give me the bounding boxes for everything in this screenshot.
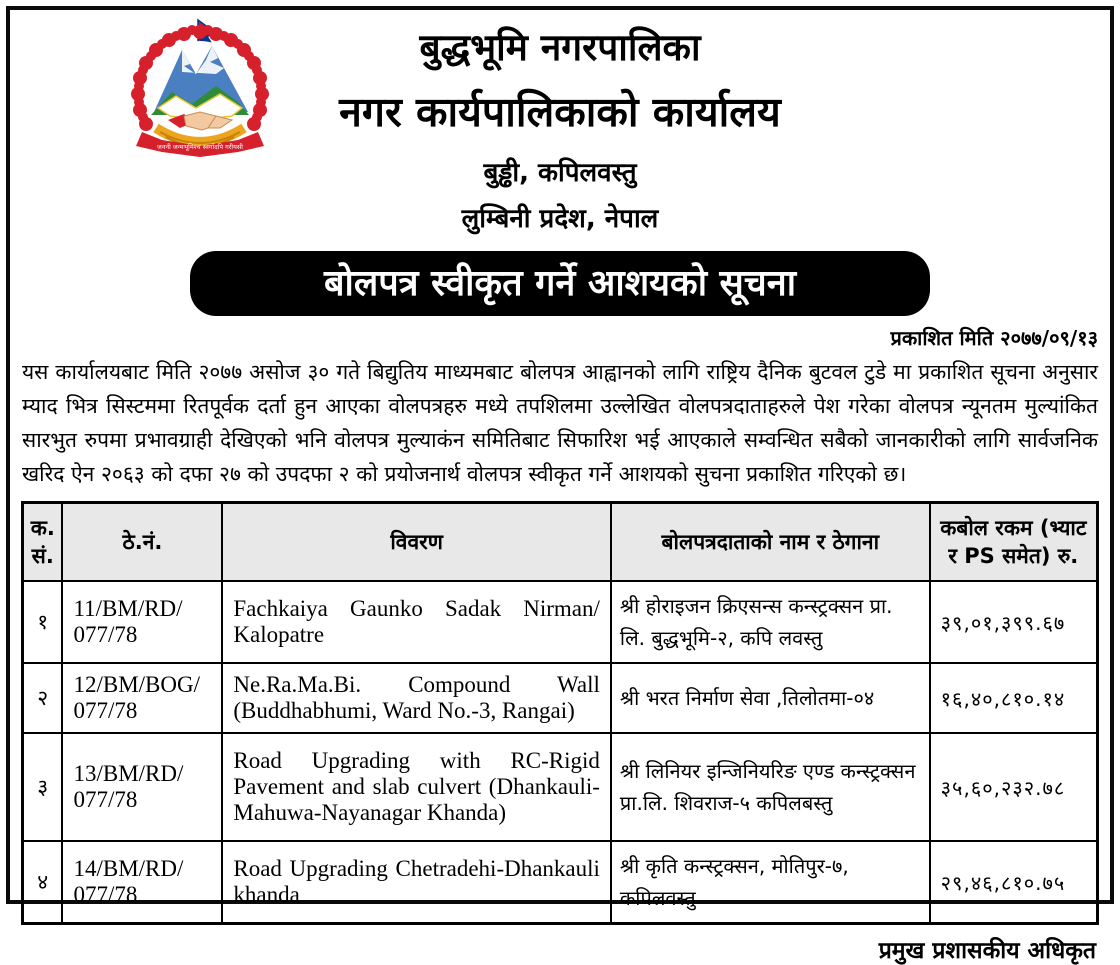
cell-contract-no: 14/BM/RD/ 077/78 xyxy=(62,841,222,924)
header-amount: कबोल रकम (भ्याट र PS समेत) रु. xyxy=(930,503,1098,582)
address-line-1: बुड्ढी, कपिलवस्तु xyxy=(483,158,637,188)
cell-contract-no: 12/BM/BOG/ 077/78 xyxy=(62,663,222,733)
nepal-government-emblem-icon xyxy=(120,16,280,166)
address-line-2: लुम्बिनी प्रदेश, नेपाल xyxy=(461,204,659,234)
table-row xyxy=(23,841,1098,924)
header-contract-no: ठे.नं. xyxy=(62,503,222,582)
cell-amount: १६,४०,८१०.१४ xyxy=(930,663,1098,733)
signature-title: प्रमुख प्रशासकीय अधिकृत xyxy=(878,938,1096,964)
cell-amount: ३९,०१,३९९.६७ xyxy=(930,581,1098,663)
cell-contract-no: 11/BM/RD/ 077/78 xyxy=(62,581,222,663)
office-name: नगर कार्यपालिकाको कार्यालय xyxy=(339,88,781,136)
cell-bidder: श्री भरत निर्माण सेवा ,तिलोतमा-०४ xyxy=(611,663,930,733)
motto-text: जननी जन्मभूमिश्च स्वर्गादपि गरीयसी xyxy=(157,143,243,151)
published-date: प्रकाशित मिति २०७७/०९/१३ xyxy=(890,326,1098,350)
notice-document xyxy=(10,10,1110,964)
organization-name: बुद्धभूमि नगरपालिका xyxy=(419,26,701,69)
header-serial-number: क. सं. xyxy=(23,503,63,582)
cell-description: Ne.Ra.Ma.Bi. Compound Wall (Buddhabhumi, Ward No.-3, Rangai) xyxy=(222,663,611,733)
cell-amount: ३५,६०,२३२.७८ xyxy=(930,733,1098,841)
cell-bidder: श्री लिनियर इन्जिनियरिङ एण्ड कन्स्ट्रक्सन प्रा.लि. शिवराज-५ कपिलबस्तु xyxy=(611,733,930,841)
cell-serial-number: ४ xyxy=(23,841,63,924)
cell-description: Road Upgrading Chetradehi-Dhankauli khanda xyxy=(222,841,611,924)
cell-description: Road Upgrading with RC-Rigid Pavement and slab culvert (Dhankauli-Mahuwa-Nayanagar Khanda) xyxy=(222,733,611,841)
cell-amount: २९,४६,८१०.७५ xyxy=(930,841,1098,924)
notice-body-paragraph: यस कार्यालयबाट मिति २०७७ असोज ३० गते बिद्युतिय माध्यमबाट बोलपत्र आह्वानको लागि राष्ट्रिय दैनिक बुटवल टुडे मा प्रकाशित सूचना अनुसार म्याद भित्र सिस्टममा रितपूर्वक दर्ता हुन आएका वोलपत्रहरु मध्ये तपशिलमा उल्लेखित वोलपत्रदाताहरुले पेश गरेका वोलपत्र न्यूनतम मुल्यांकित सारभुत रुपमा प्रभावग्राही देखिएको भनि वोलपत्र मुल्याकंन समितिबाट सिफारिश भई आएकाले सम्वन्धित सबैको जानकारीको लागि सार्वजनिक खरिद ऐन २०६३ को दफा २७ को उपदफा २ को प्रयोजनार्थ वोलपत्र स्वीकृत गर्ने आशयको सुचना प्रकाशित गरिएको छ। xyxy=(22,360,1098,486)
cell-bidder: श्री कृति कन्स्ट्रक्सन, मोतिपुर-७, कपिलवस्तु xyxy=(611,841,930,924)
table-row xyxy=(23,581,1098,663)
cell-bidder: श्री होराइजन क्रिएसन्स कन्स्ट्रक्सन प्रा. लि. बुद्धभूमि-२, कपि लवस्तु xyxy=(611,581,930,663)
notice-title-row xyxy=(20,251,1100,316)
cell-serial-number: १ xyxy=(23,581,63,663)
cell-serial-number: २ xyxy=(23,663,63,733)
letterhead xyxy=(20,12,1100,235)
tender-table xyxy=(21,501,1099,925)
header-bidder: बोलपत्रदाताको नाम र ठेगाना xyxy=(611,503,930,582)
cell-contract-no: 13/BM/RD/ 077/78 xyxy=(62,733,222,841)
table-row xyxy=(23,663,1098,733)
cell-serial-number: ३ xyxy=(23,733,63,841)
header-description: विवरण xyxy=(222,503,611,582)
cell-description: Fachkaiya Gaunko Sadak Nirman/ Kalopatre xyxy=(222,581,611,663)
notice-title-banner: बोलपत्र स्वीकृत गर्ने आशयको सूचना xyxy=(190,251,930,316)
tender-table-header xyxy=(23,503,1098,582)
table-row xyxy=(23,733,1098,841)
